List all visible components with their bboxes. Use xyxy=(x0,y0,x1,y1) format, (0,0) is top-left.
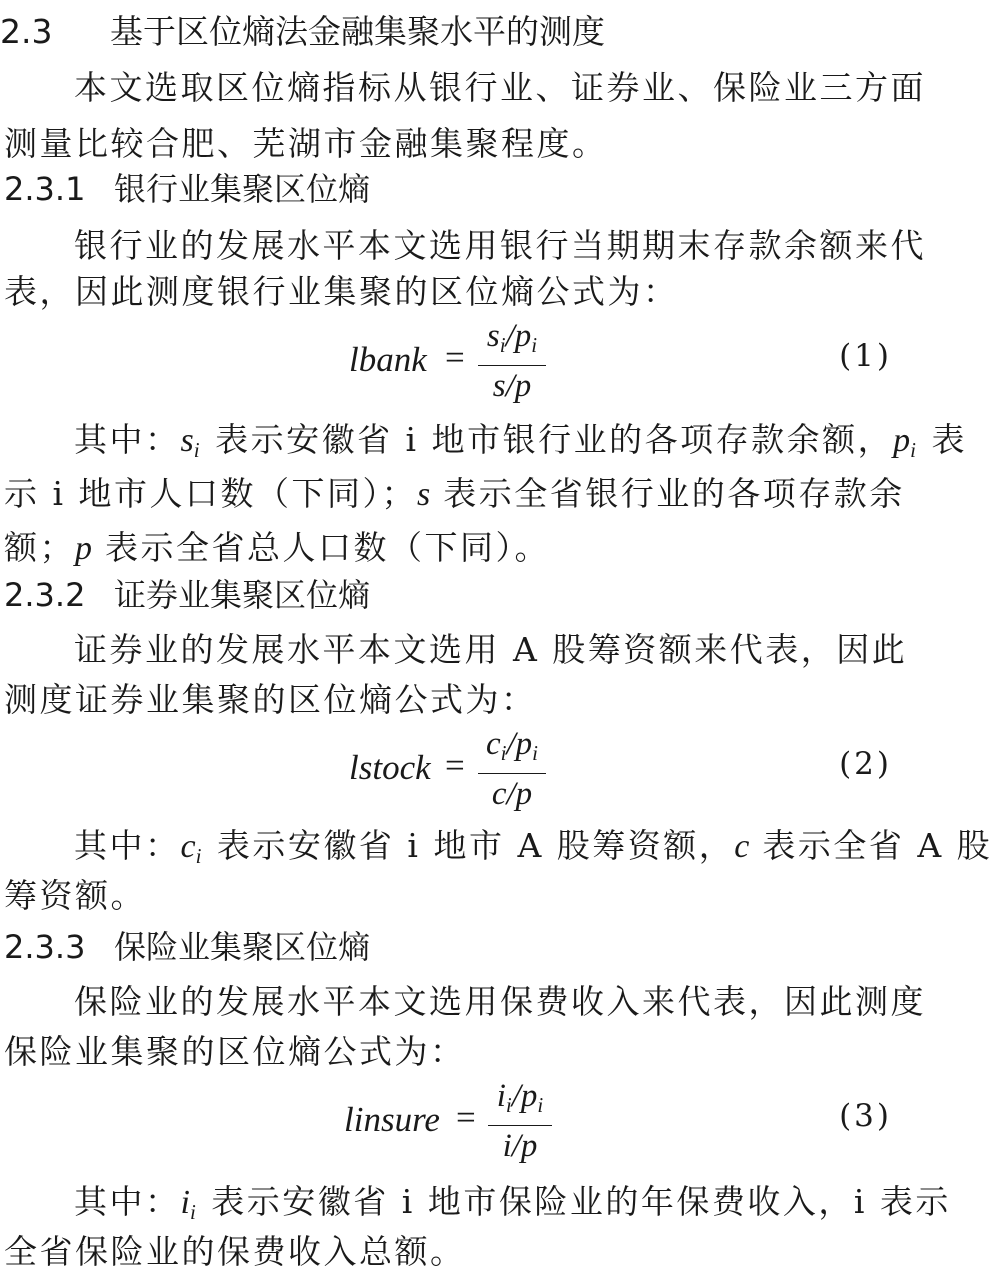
section-number: 2.3 xyxy=(0,12,53,51)
fraction-numerator xyxy=(478,318,546,363)
subsection-number: 2.3.2 xyxy=(4,576,86,614)
equation-number: (1) xyxy=(839,338,892,374)
fraction xyxy=(478,318,546,406)
fraction-denominator: c/p xyxy=(491,776,533,812)
equation-2 xyxy=(0,726,910,816)
text: 表示全省银行业的各项存款余 xyxy=(430,474,905,513)
intro-line-2: 测量比较合肥、芜湖市金融集聚程度。 xyxy=(4,124,608,163)
subsection-heading-insure xyxy=(4,922,914,968)
text: 其中： xyxy=(74,420,181,459)
text: 表 xyxy=(918,420,967,459)
text: 其中： xyxy=(74,826,181,865)
subscript: i xyxy=(189,1200,199,1224)
equation-3 xyxy=(0,1078,910,1168)
subsection-title: 银行业集聚区位熵 xyxy=(114,170,371,208)
subsection-number: 2.3.1 xyxy=(4,170,86,208)
bank-para-line-1: 银行业的发展水平本文选用银行当期期末存款余额来代 xyxy=(74,226,926,265)
var: i xyxy=(496,1078,506,1114)
var: s xyxy=(180,422,194,459)
fraction xyxy=(478,726,546,814)
insure-desc-line-1 xyxy=(74,1176,984,1225)
text: 表示全省 A 股 xyxy=(749,826,992,865)
slash: / xyxy=(506,726,516,762)
equation-lhs: lstock xyxy=(349,748,431,787)
subsection-title: 保险业集聚区位熵 xyxy=(114,928,371,966)
subscript: i xyxy=(531,333,538,357)
var: c xyxy=(734,828,750,865)
subscript: i xyxy=(193,438,203,462)
var: c xyxy=(180,828,196,865)
intro-line-1: 本文选取区位熵指标从银行业、证券业、保险业三方面 xyxy=(74,68,926,107)
var: p xyxy=(515,726,533,762)
var: p xyxy=(75,530,92,567)
subscript: i xyxy=(532,741,538,765)
section-heading xyxy=(0,6,910,53)
var: s xyxy=(486,318,500,354)
subscript: i xyxy=(910,438,919,462)
text: 表示安徽省 i 地市银行业的各项存款余额， xyxy=(202,420,894,459)
subsection-heading-stock xyxy=(4,570,914,616)
var: i xyxy=(180,1184,190,1221)
text: 表示安徽省 i 地市 A 股筹资额， xyxy=(203,826,735,865)
var: s xyxy=(417,476,431,513)
slash: / xyxy=(505,318,515,354)
equation-lhs: lbank xyxy=(349,340,427,379)
equals-sign: = xyxy=(456,1098,476,1137)
subscript: i xyxy=(500,741,507,765)
equation-1 xyxy=(0,318,910,408)
equals-sign: = xyxy=(445,338,465,377)
insure-para-line-2: 保险业集聚的区位熵公式为： xyxy=(4,1032,466,1071)
subsection-title: 证券业集聚区位熵 xyxy=(114,576,371,614)
text: 额； xyxy=(4,528,75,567)
equals-sign: = xyxy=(445,746,465,785)
subsection-heading-bank xyxy=(4,164,914,210)
subscript: i xyxy=(537,1093,544,1117)
insure-para-line-1: 保险业的发展水平本文选用保费收入来代表，因此测度 xyxy=(74,982,926,1021)
stock-desc-line-1 xyxy=(74,820,992,869)
stock-desc-line-2: 筹资额。 xyxy=(4,876,146,915)
bank-para-line-2: 表，因此测度银行业集聚的区位熵公式为： xyxy=(4,272,679,311)
subscript: i xyxy=(499,333,506,357)
fraction-numerator xyxy=(488,1078,552,1123)
bank-desc-line-2 xyxy=(4,468,914,515)
equation-number: (2) xyxy=(839,746,892,782)
text: 示 i 地市人口数（下同）； xyxy=(4,474,418,513)
var: p xyxy=(893,422,911,459)
subsection-number: 2.3.3 xyxy=(4,928,86,966)
text: 其中： xyxy=(74,1182,181,1221)
stock-para-line-2: 测度证券业集聚的区位熵公式为： xyxy=(4,680,537,719)
stock-para-line-1: 证券业的发展水平本文选用 A 股筹资额来代表，因此 xyxy=(74,630,908,669)
fraction-denominator: s/p xyxy=(492,368,532,404)
bank-desc-line-3 xyxy=(4,522,914,569)
fraction-numerator xyxy=(478,726,546,771)
var: p xyxy=(520,1078,538,1114)
text: 表示全省总人口数（下同）。 xyxy=(92,528,550,567)
equation-number: (3) xyxy=(839,1098,892,1134)
var: c xyxy=(485,726,501,762)
section-title: 基于区位熵法金融集聚水平的测度 xyxy=(110,12,605,51)
slash: / xyxy=(511,1078,521,1114)
subscript: i xyxy=(195,844,204,868)
subscript: i xyxy=(505,1093,512,1117)
bank-desc-line-1 xyxy=(74,414,984,463)
text: 表示安徽省 i 地市保险业的年保费收入，i 表示 xyxy=(198,1182,951,1221)
fraction-denominator: i/p xyxy=(502,1128,538,1164)
fraction xyxy=(488,1078,552,1166)
equation-lhs: linsure xyxy=(344,1100,440,1139)
insure-desc-line-2: 全省保险业的保费收入总额。 xyxy=(4,1232,466,1271)
var: p xyxy=(514,318,532,354)
